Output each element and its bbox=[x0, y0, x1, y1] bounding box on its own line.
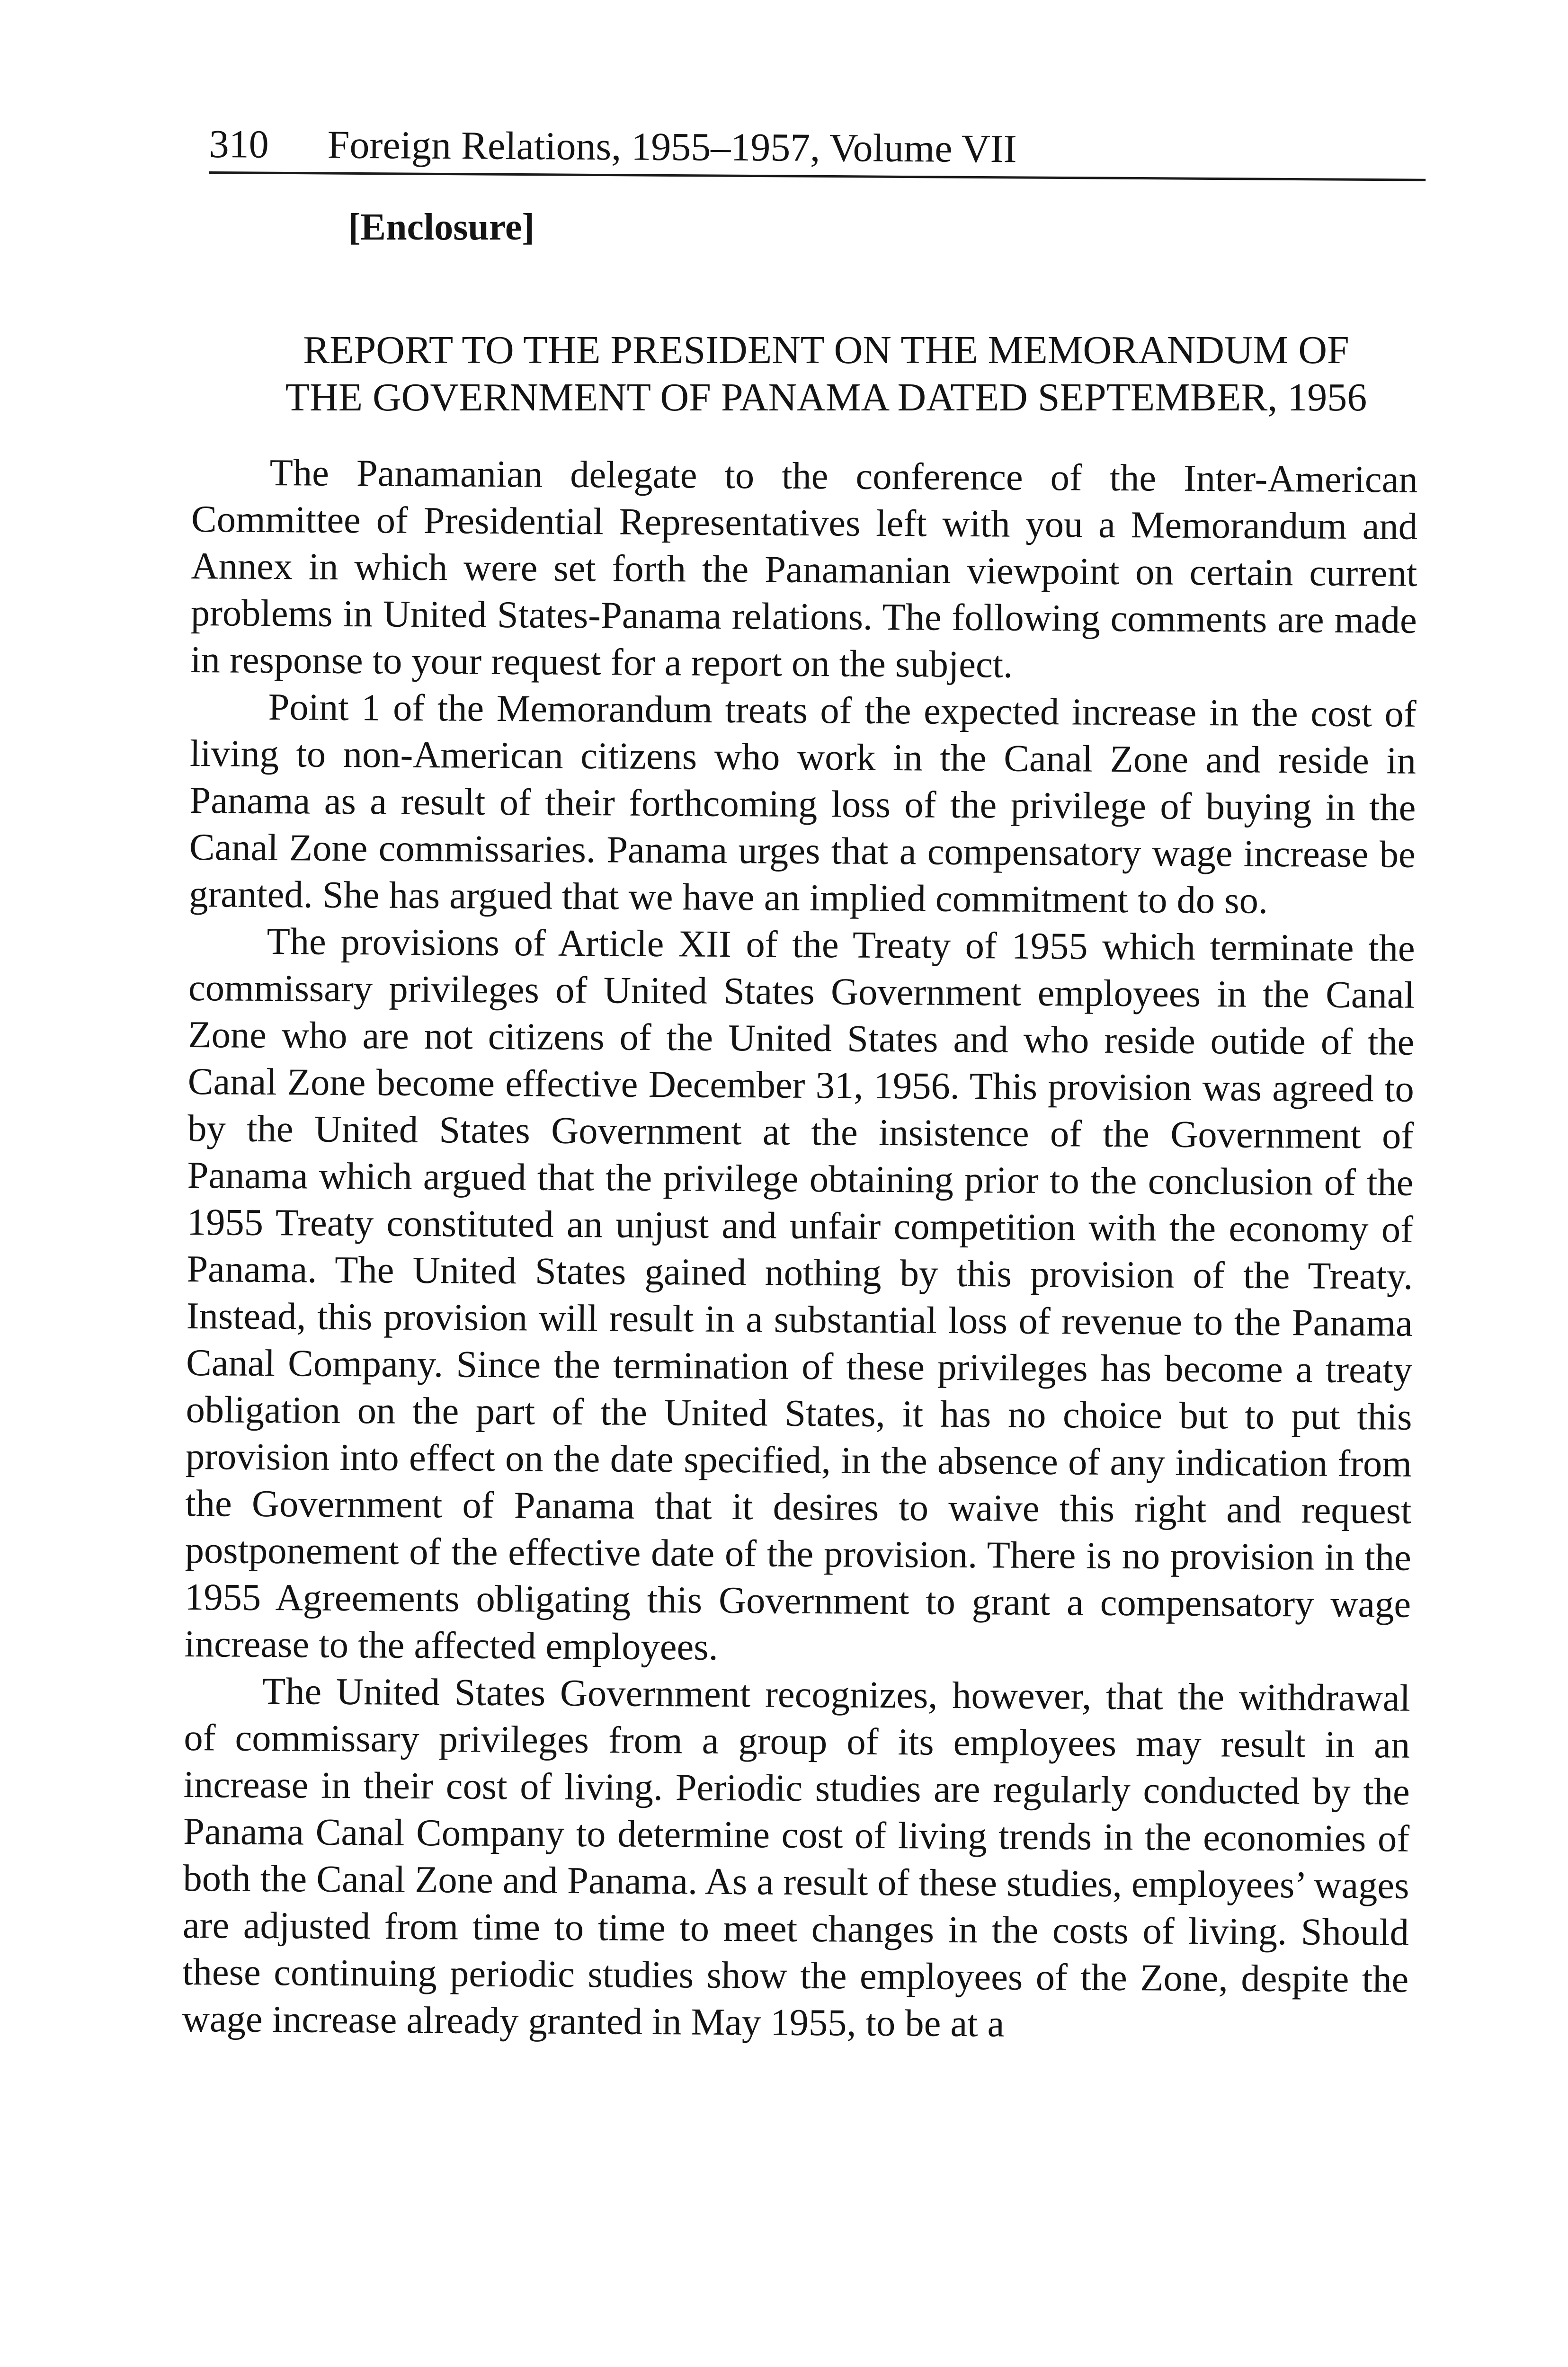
running-header bbox=[209, 121, 1426, 181]
paragraph-2: Point 1 of the Memorandum treats of the expected increase in the cost of living to non-American citizens who work in the Canal Zone and reside in Panama as a result of their forthcoming loss of the privilege of buying in the Canal Zone commissaries. Panama urges that a compensatory wage increase be granted. She has argued that we have an implied commitment to do so. bbox=[188, 685, 1417, 922]
report-title-line-1: REPORT TO THE PRESIDENT ON THE MEMORANDUM OF bbox=[303, 328, 1349, 372]
paragraph-4: The United States Government recognizes, however, that the withdrawal of commissary privileges from a group of its employees may result in an increase in their cost of living. Periodic studies are regularly conducted by the Panama Canal Company to determine cost of living trends in the economies of both the Canal Zone and Panama. As a result of these studies, employees’ wages are adjusted from time to time to meet changes in the costs of living. Should these continuing periodic studies show the employees of the Zone, despite the wage increase already granted in May 1955, to be at a bbox=[182, 1670, 1411, 2045]
paragraph-1: The Panamanian delegate to the conference of the Inter-American Committee of Presidential Representatives left with you a Memorandum and Annex in which were set forth the Panamanian viewpoint on certain current problems in United States-Panama relations. The following comments are made in response to your request for a report on the subject. bbox=[190, 452, 1418, 686]
paragraph-3: The provisions of Article XII of the Treaty of 1955 which terminate the commissary privileges of United States Government employees in the Canal Zone who are not citizens of the United States and who reside outide of the Canal Zone become effective December 31, 1956. This provision was agreed to by the United States Government at the insistence of the Government of Panama which argued that the privilege obtaining prior to the conclusion of the 1955 Treaty constituted an unjust and unfair competition with the economy of Panama. The United States gained nothing by this provision of the Treaty. Instead, this provision will result in a substantial loss of revenue to the Panama Canal Company. Since the termination of these privileges has become a treaty obligation on the part of the United States, it has no choice but to put this provision into effect on the date specified, in the absence of any indication from the Government of Panama that it desires to waive this right and request postponement of the effective date of the provision. There is no provision in the 1955 Agreements obligating this Government to grant a compensatory wage increase to the affected employees. bbox=[184, 920, 1415, 1668]
report-title bbox=[199, 327, 1453, 421]
page-number: 310 bbox=[209, 122, 269, 167]
body-text bbox=[182, 449, 1418, 2050]
report-title-line-2: THE GOVERNMENT OF PANAMA DATED SEPTEMBER, 1956 bbox=[285, 375, 1367, 419]
running-title: Foreign Relations, 1955–1957, Volume VII bbox=[327, 123, 1017, 171]
enclosure-label: [Enclosure] bbox=[348, 206, 535, 248]
